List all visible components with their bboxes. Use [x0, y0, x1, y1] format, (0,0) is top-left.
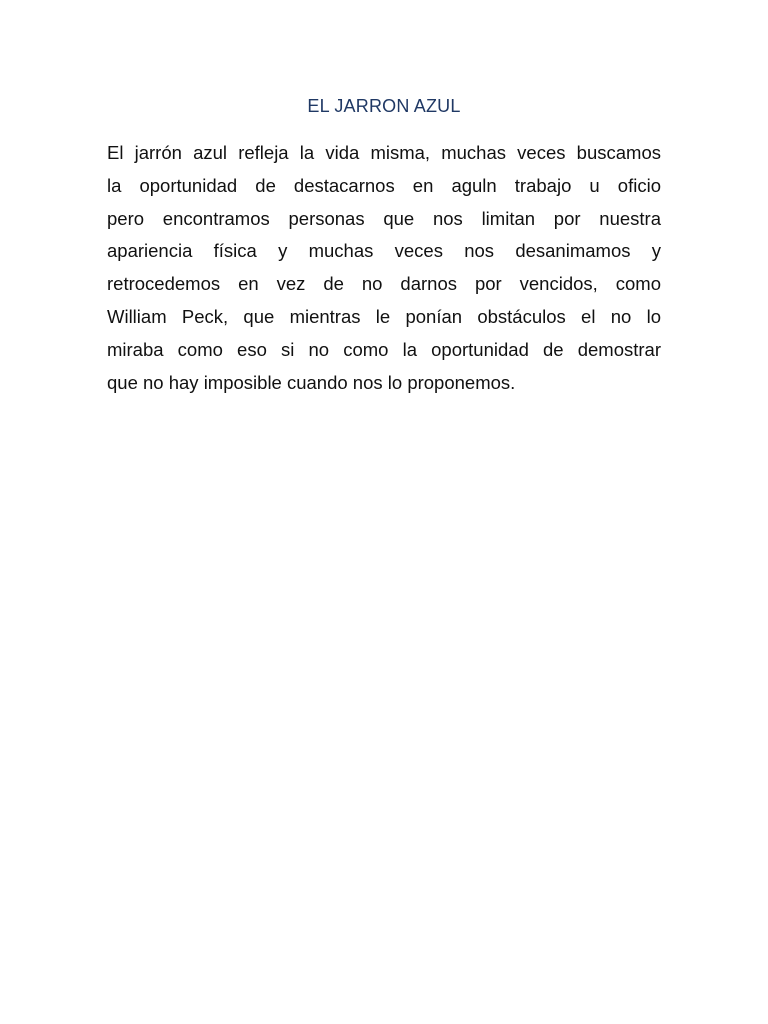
body-line: William Peck, que mientras le ponían obstáculos el no lo [107, 305, 661, 327]
body-line: miraba como eso si no como la oportunidad de demostrar [107, 338, 661, 360]
body-line: retrocedemos en vez de no darnos por vencidos, como [107, 273, 661, 295]
body-line: la oportunidad de destacarnos en aguln trabajo u oficio [107, 174, 661, 196]
body-line: El jarrón azul refleja la vida misma, muchas veces buscamos [107, 142, 661, 163]
body-line: que no hay imposible cuando nos lo proponemos. [107, 371, 516, 393]
document-title: EL JARRON AZUL [307, 96, 461, 116]
body-line: pero encontramos personas que nos limitan por nuestra [107, 207, 661, 229]
body-line: apariencia física y muchas veces nos desanimamos y [107, 240, 661, 262]
document-body [107, 137, 661, 399]
